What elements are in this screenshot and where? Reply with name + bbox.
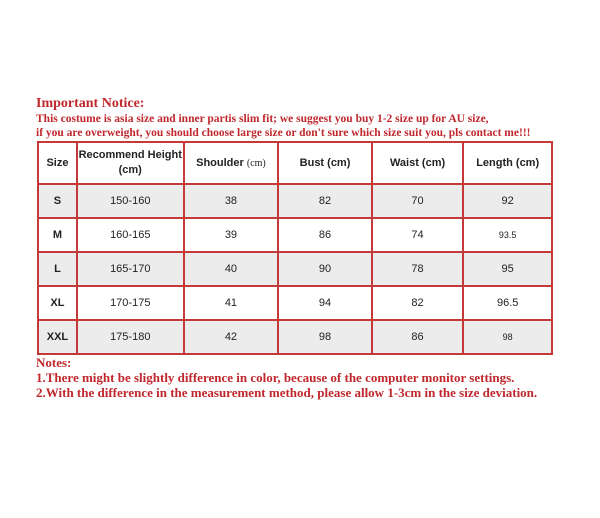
- cell-bust: 86: [278, 218, 372, 252]
- cell-length: 96.5: [463, 286, 552, 320]
- notice-title: Important Notice:: [36, 96, 145, 111]
- cell-shoulder: 41: [184, 286, 279, 320]
- cell-waist: 74: [372, 218, 464, 252]
- cell-length: 95: [463, 252, 552, 286]
- cell-shoulder: 38: [184, 184, 279, 218]
- cell-waist: 86: [372, 320, 464, 354]
- header-length: Length (cm): [463, 142, 552, 184]
- notice-line-1: This costume is asia size and inner partis slim fit; we suggest you buy 1-2 size up for AU size,: [36, 113, 489, 125]
- cell-height: 170-175: [77, 286, 184, 320]
- notice-line-2: if you are overweight, you should choose large size or don't sure which size suit you, pls contact me!!!: [36, 127, 531, 139]
- cell-height: 150-160: [77, 184, 184, 218]
- cell-length: 98: [463, 320, 552, 354]
- header-shoulder: [184, 142, 279, 184]
- cell-height: 175-180: [77, 320, 184, 354]
- cell-height: 165-170: [77, 252, 184, 286]
- cell-shoulder: 42: [184, 320, 279, 354]
- size-chart-table: [37, 141, 553, 355]
- table-row: [38, 286, 552, 320]
- notes-line-2: 2.With the difference in the measurement method, please allow 1-3cm in the size deviation.: [36, 385, 538, 400]
- header-shoulder-label: Shoulder: [196, 156, 244, 169]
- table-row: [38, 184, 552, 218]
- cell-bust: 82: [278, 184, 372, 218]
- cell-waist: 70: [372, 184, 464, 218]
- header-recommend-height: Recommend Height (cm): [77, 142, 184, 184]
- table-row: [38, 218, 552, 252]
- table-header-row: [38, 142, 552, 184]
- cell-bust: 94: [278, 286, 372, 320]
- cell-size: M: [38, 218, 77, 252]
- table-row: [38, 252, 552, 286]
- cell-waist: 78: [372, 252, 464, 286]
- header-size: Size: [38, 142, 77, 184]
- cell-size: XL: [38, 286, 77, 320]
- notes-section: [36, 355, 596, 400]
- cell-length: 92: [463, 184, 552, 218]
- cell-bust: 98: [278, 320, 372, 354]
- cell-height: 160-165: [77, 218, 184, 252]
- cell-bust: 90: [278, 252, 372, 286]
- cell-shoulder: 39: [184, 218, 279, 252]
- table-row: [38, 320, 552, 354]
- header-shoulder-unit: (cm): [246, 157, 266, 169]
- cell-size: S: [38, 184, 77, 218]
- cell-size: L: [38, 252, 77, 286]
- cell-size: XXL: [38, 320, 77, 354]
- notes-title: Notes:: [36, 355, 72, 370]
- cell-shoulder: 40: [184, 252, 279, 286]
- notes-line-1: 1.There might be slightly difference in color, because of the computer monitor settings.: [36, 370, 515, 385]
- header-bust: Bust (cm): [278, 142, 372, 184]
- cell-waist: 82: [372, 286, 464, 320]
- header-waist: Waist (cm): [372, 142, 464, 184]
- important-notice: [36, 96, 596, 140]
- cell-length: 93.5: [463, 218, 552, 252]
